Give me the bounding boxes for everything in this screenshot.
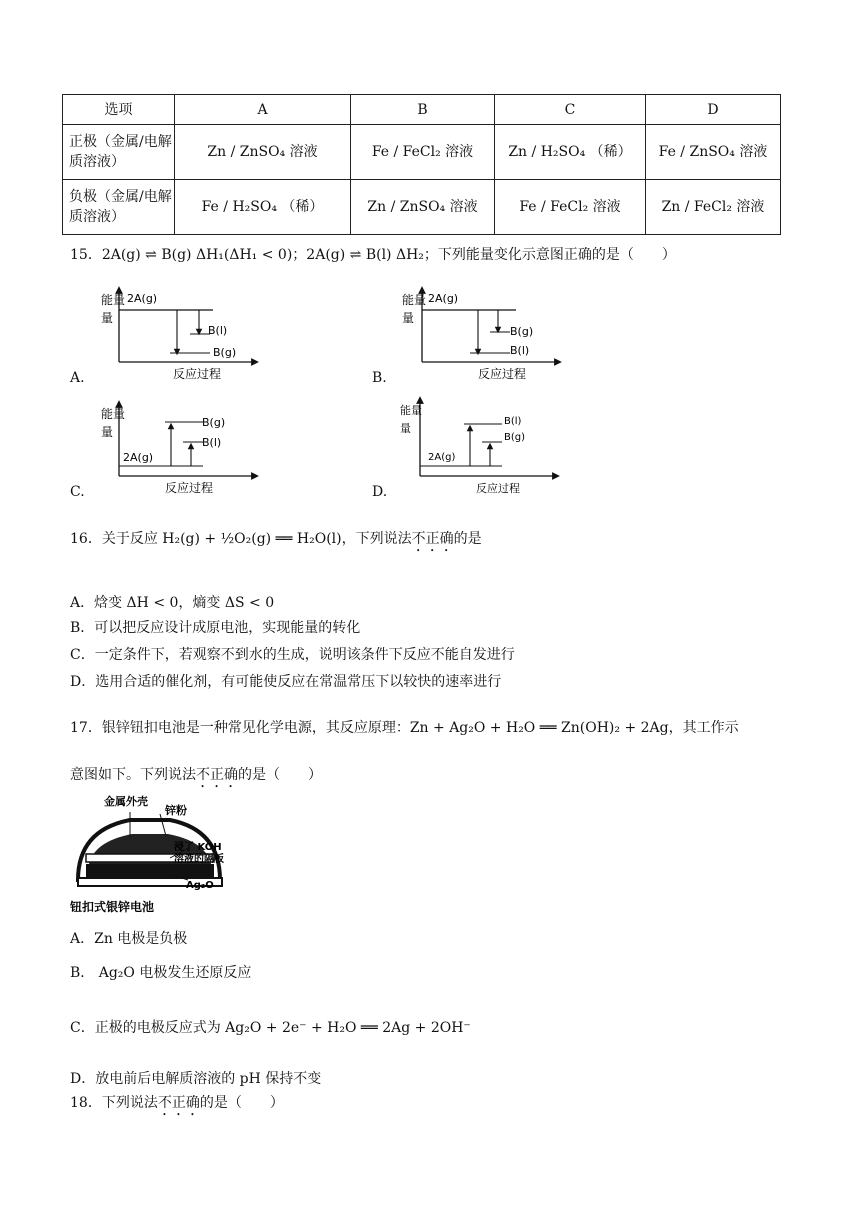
figure-caption: 钮扣式银锌电池 (70, 900, 155, 914)
option-c-label: C. (70, 484, 85, 500)
table-header-cell: A (175, 95, 351, 125)
q16-option-a: A．焓变 ΔH < 0，熵变 ΔS < 0 (70, 595, 275, 611)
x-axis-label: 反应过程 (476, 482, 520, 495)
shell-label: 金属外壳 (104, 795, 148, 808)
table-cell: Zn / FeCl₂ 溶液 (646, 180, 781, 235)
energy-diagram-b (398, 282, 568, 382)
y-axis-label: 能量 (101, 407, 126, 421)
bg-label: B(g) (510, 325, 534, 338)
q18-stem (70, 1092, 284, 1119)
separator-label-1: 浸了 KOH (174, 842, 222, 853)
table-row (63, 125, 781, 180)
bl-label: B(l) (504, 416, 522, 427)
q17-stem-post: 的是（ ） (238, 767, 322, 783)
table-header-cell: D (646, 95, 781, 125)
q17-stem-pre: 意图如下。下列说法 (70, 767, 196, 783)
svg-text:量: 量 (400, 422, 411, 435)
table-row (63, 180, 781, 235)
option-d-label: D. (372, 484, 388, 500)
options-table (62, 94, 781, 235)
q16-option-c: C．一定条件下，若观察不到水的生成，说明该条件下反应不能自发进行 (70, 647, 515, 663)
reactant-label: 2A(g) (428, 452, 456, 463)
y-axis-label: 能量 (101, 293, 126, 307)
option-a-label: A. (70, 370, 85, 386)
q16-stem-pre: 16．关于反应 H₂(g) + ½O₂(g) ══ H₂O(l)，下列说法 (70, 531, 412, 547)
table-cell: Zn / ZnSO₄ 溶液 (351, 180, 495, 235)
table-cell: Fe / ZnSO₄ 溶液 (646, 125, 781, 180)
bg-label: B(g) (213, 346, 237, 359)
q16-option-d: D．选用合适的催化剂，有可能使反应在常温常压下以较快的速率进行 (70, 674, 502, 690)
table-cell: Fe / FeCl₂ 溶液 (351, 125, 495, 180)
q15-stem: 15．2A(g) ⇌ B(g) ΔH₁(ΔH₁ < 0)；2A(g) ⇌ B(l) ΔH₂；下列能量变化示意图正确的是（ ） (70, 247, 676, 263)
q17-option-a: A．Zn 电极是负极 (70, 931, 188, 947)
table-header-row (63, 95, 781, 125)
separator-label-2: 溶液的隔板 (174, 854, 224, 865)
table-cell: Fe / FeCl₂ 溶液 (495, 180, 646, 235)
q16-stem-post: 的是 (453, 531, 482, 547)
reactant-label: 2A(g) (123, 451, 154, 464)
q16-stem-emphasis: 不正确 (411, 531, 454, 547)
q16-stem (70, 528, 482, 555)
option-b-label: B. (372, 370, 387, 386)
x-axis-label: 反应过程 (173, 367, 222, 381)
q17-stem-line1: 17．银锌钮扣电池是一种常见化学电源，其反应原理：Zn + Ag₂O + H₂O ══ Zn(OH)₂ + 2Ag，其工作示 (70, 720, 739, 736)
energy-diagram-d (396, 396, 566, 496)
ag2o-label: Ag₂O (186, 880, 214, 891)
y-axis-label: 能量 (400, 404, 422, 417)
table-header-cell: C (495, 95, 646, 125)
table-cell: Zn / H₂SO₄ （稀） (495, 125, 646, 180)
svg-text:量: 量 (101, 311, 114, 325)
bl-label: B(l) (208, 324, 228, 337)
svg-text:量: 量 (402, 311, 415, 325)
x-axis-label: 反应过程 (165, 481, 214, 495)
energy-diagram-c (95, 396, 265, 496)
y-axis-label: 能量 (402, 293, 427, 307)
x-axis-label: 反应过程 (478, 367, 527, 381)
q18-stem-post: 的是（ ） (199, 1095, 284, 1111)
q18-stem-pre: 18．下列说法 (70, 1095, 158, 1111)
energy-diagram-a (95, 282, 265, 382)
table-cell: Zn / ZnSO₄ 溶液 (175, 125, 351, 180)
q18-stem-emphasis: 不正确 (157, 1095, 200, 1111)
reactant-label: 2A(g) (428, 292, 459, 305)
q17-option-c: C．正极的电极反应式为 Ag₂O + 2e⁻ + H₂O ══ 2Ag + 2OH⁻ (70, 1020, 471, 1036)
zinc-powder-label: 锌粉 (165, 804, 187, 817)
button-battery-figure (70, 790, 250, 915)
reactant-label: 2A(g) (127, 292, 158, 305)
bg-label: B(g) (504, 432, 526, 443)
q17-stem-line2 (70, 764, 322, 791)
row-label: 正极（金属/电解质溶液） (63, 125, 175, 180)
q17-option-b: B． Ag₂O 电极发生还原反应 (70, 965, 252, 981)
bg-label: B(g) (202, 416, 226, 429)
table-header-cell: B (351, 95, 495, 125)
table-header-cell: 选项 (63, 95, 175, 125)
bl-label: B(l) (510, 344, 530, 357)
bl-label: B(l) (202, 436, 222, 449)
row-label: 负极（金属/电解质溶液） (63, 180, 175, 235)
q16-option-b: B．可以把反应设计成原电池，实现能量的转化 (70, 620, 361, 636)
svg-text:量: 量 (101, 425, 114, 439)
q17-stem-emphasis: 不正确 (196, 767, 238, 783)
q17-option-d: D．放电前后电解质溶液的 pH 保持不变 (70, 1071, 322, 1087)
table-cell: Fe / H₂SO₄ （稀） (175, 180, 351, 235)
